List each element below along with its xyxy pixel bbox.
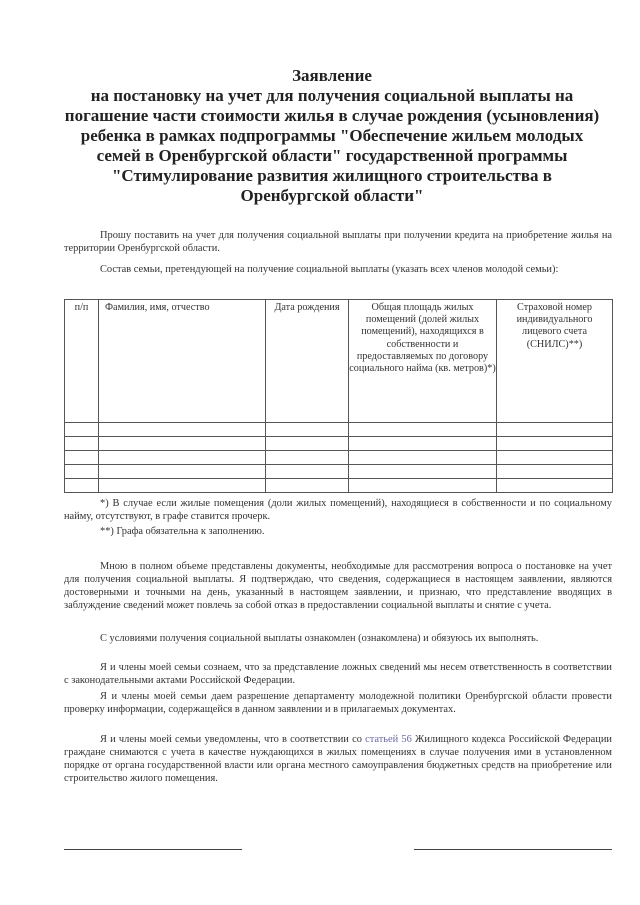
conditions-paragraph: С условиями получения социальной выплаты ознакомлен (ознакомлена) и обязуюсь их выполнять.: [100, 633, 539, 644]
table-cell[interactable]: [349, 479, 497, 493]
table-header-row: [65, 300, 613, 423]
document-title: [60, 66, 604, 206]
signature-line-right: [414, 849, 612, 850]
housing-code-article-link[interactable]: статьей 56: [365, 734, 412, 745]
title-line: семей в Оренбургской области" государственной программы: [96, 146, 568, 165]
table-cell[interactable]: [65, 437, 99, 451]
family-paragraph: Состав семьи, претендующей на получение социальной выплаты (указать всех членов молодой семьи):: [100, 264, 559, 275]
table-cell[interactable]: [65, 451, 99, 465]
table-cell[interactable]: [497, 465, 613, 479]
table-cell[interactable]: [497, 451, 613, 465]
title-line: Заявление: [292, 66, 372, 85]
footnote-2: **) Графа обязательна к заполнению.: [100, 526, 265, 537]
table-cell[interactable]: [65, 479, 99, 493]
table-cell[interactable]: [349, 437, 497, 451]
responsibility-paragraph: Я и члены моей семьи сознаем, что за представление ложных сведений мы несем ответственность в соответствии с законодательными актами Российской Федерации.: [64, 662, 612, 687]
notification-text-start: Я и члены моей семьи уведомлены, что в соответствии со: [100, 734, 366, 745]
header-number: п/п: [65, 300, 99, 423]
table-cell[interactable]: [266, 437, 349, 451]
table-cell[interactable]: [266, 479, 349, 493]
table-cell[interactable]: [349, 451, 497, 465]
table-cell[interactable]: [497, 479, 613, 493]
header-living-area: Общая площадь жилых помещений (долей жилых помещений), находящихся в собственности и предоставляемых по договору социального найма (кв. метров)*): [349, 300, 497, 423]
header-snils: Страховой номер индивидуального лицевого счета (СНИЛС)**): [497, 300, 613, 423]
table-row[interactable]: [65, 437, 613, 451]
table-cell[interactable]: [266, 451, 349, 465]
notification-text-end: Жилищного кодекса Российской Федерации граждане снимаются с учета в качестве нуждающихся в жилых помещениях в случае получения ими в установленном порядке от органа государственной власти или органа местного самоуправления бюджетных средств на приобретение или строительство жилого помещения.: [64, 734, 612, 785]
table-cell[interactable]: [99, 423, 266, 437]
table-cell[interactable]: [349, 465, 497, 479]
footnote-1: *) В случае если жилые помещения (доли жилых помещений), находящиеся в собственности и по социальному найму, отсутствуют, в графе ставится прочерк.: [64, 498, 612, 523]
table-cell[interactable]: [65, 465, 99, 479]
table-row[interactable]: [65, 479, 613, 493]
table-cell[interactable]: [99, 451, 266, 465]
table-cell[interactable]: [266, 423, 349, 437]
documents-paragraph: Мною в полном объеме представлены документы, необходимые для рассмотрения вопроса о постановке на учет для получения социальной выплаты. Я подтверждаю, что сведения, содержащиеся в настоящем заявлении, являются достоверными и точными на день, указанный в настоящем заявлении, и признаю, что представление вводящих в заблуждение сведений может повлечь за собой отказ в предоставлении социальной выплаты и снятие с учета.: [64, 561, 612, 612]
header-full-name: Фамилия, имя, отчество: [99, 300, 266, 423]
family-members-table: [64, 299, 613, 493]
table-cell[interactable]: [99, 479, 266, 493]
header-birth-date: Дата рождения: [266, 300, 349, 423]
title-line: "Стимулирование развития жилищного строительства в: [111, 166, 552, 185]
title-line: на постановку на учет для получения социальной выплаты на: [90, 86, 574, 105]
table-row[interactable]: [65, 451, 613, 465]
verification-paragraph: Я и члены моей семьи даем разрешение департаменту молодежной политики Оренбургской области провести проверку информации, содержащейся в данном заявлении и в прилагаемых документах.: [64, 691, 612, 716]
table-cell[interactable]: [497, 423, 613, 437]
title-line: ребенка в рамках подпрограммы "Обеспечение жильем молодых: [80, 126, 584, 145]
notification-paragraph: [64, 733, 612, 785]
table-cell[interactable]: [497, 437, 613, 451]
table-cell[interactable]: [266, 465, 349, 479]
title-line: погашение части стоимости жилья в случае рождения (усыновления): [64, 106, 600, 125]
table-row[interactable]: [65, 465, 613, 479]
signature-line-left: [64, 849, 242, 850]
request-paragraph: Прошу поставить на учет для получения социальной выплаты при получении кредита на приобретение жилья на территории Оренбургской области.: [64, 230, 612, 255]
table-cell[interactable]: [99, 465, 266, 479]
table-row[interactable]: [65, 423, 613, 437]
table-cell[interactable]: [65, 423, 99, 437]
table-cell[interactable]: [99, 437, 266, 451]
table-cell[interactable]: [349, 423, 497, 437]
title-line: Оренбургской области": [240, 186, 424, 205]
